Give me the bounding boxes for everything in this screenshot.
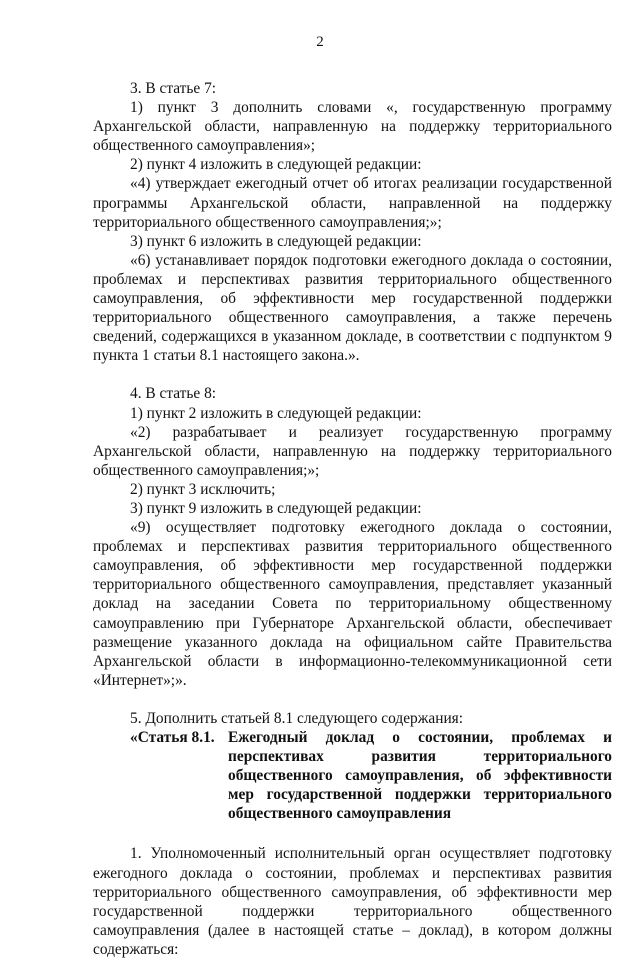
paragraph-article-7-item-3-text: «6) устанавливает порядок подготовки ежегодного доклада о состоянии, проблемах и перспективах развития территориального общественного самоуправления, об эффективности мер государственной поддержки территориального общественного самоуправления, а также перечень сведений, содержащихся в указанном докладе, в соответствии с подпунктом 9 пункта 1 статьи 8.1 настоящего закона.». [93,251,612,365]
document-body [93,79,612,959]
paragraph-spacer [93,823,612,844]
paragraph-article-8-item-1: 1) пункт 2 изложить в следующей редакции: [130,404,422,422]
paragraph-article-8-1-item-1: 1. Уполномоченный исполнительный орган осуществляет подготовку ежегодного доклада о состоянии, проблемах и перспективах развития территориального общественного самоуправления, об эффективности мер государственной поддержки территориального общественного самоуправления (далее в настоящей статье – доклад), в котором должны содержаться: [93,845,612,958]
article-heading [93,728,612,823]
paragraph-article-7-item-2: 2) пункт 4 изложить в следующей редакции: [130,156,422,174]
paragraph-spacer [93,690,612,709]
paragraph-add-article-8-1: 5. Дополнить статьей 8.1 следующего содержания: [130,709,464,727]
paragraph-article-8-item-3-text: «9) осуществляет подготовку ежегодного доклада о состоянии, проблемах и перспективах развития территориального общественного самоуправления, об эффективности мер государственной поддержки территориального общественного самоуправления, представляет указанный доклад на заседании Совета по территориальному общественному самоуправлению при Губернаторе Архангельской области, обеспечивает размещение указанного доклада на официальном сайте Правительства Архангельской области в информационно-телекоммуникационной сети «Интернет»;». [93,519,612,689]
paragraph-article-7-item-3: 3) пункт 6 изложить в следующей редакции: [130,232,422,250]
paragraph-spacer [93,365,612,384]
paragraph-article-8-item-2: 2) пункт 3 исключить; [130,480,276,498]
article-heading-label: «Статья 8.1. [130,729,215,746]
paragraph-article-8-intro: 4. В статье 8: [130,385,217,403]
paragraph-article-7-intro: 3. В статье 7: [130,80,217,97]
paragraph-article-7-item-2-text: «4) утверждает ежегодный отчет об итогах реализации государственной программы Архангельской области, направленной на поддержку территориального общественного самоуправления;»; [93,175,612,231]
article-heading-title: Ежегодный доклад о состоянии, проблемах и перспективах развития территориального общественного самоуправления, об эффективности мер государственной поддержки территориального общественного самоуправления [228,729,612,823]
paragraph-article-8-item-3: 3) пункт 9 изложить в следующей редакции: [130,499,422,517]
paragraph-article-7-item-1: 1) пункт 3 дополнить словами «, государственную программу Архангельской области, направленную на поддержку территориального общественного самоуправления»; [93,99,612,155]
paragraph-article-8-item-1-text: «2) разрабатывает и реализует государственную программу Архангельской области, направленную на поддержку территориального общественного самоуправления;»; [93,423,612,479]
page-number: 2 [316,34,324,50]
